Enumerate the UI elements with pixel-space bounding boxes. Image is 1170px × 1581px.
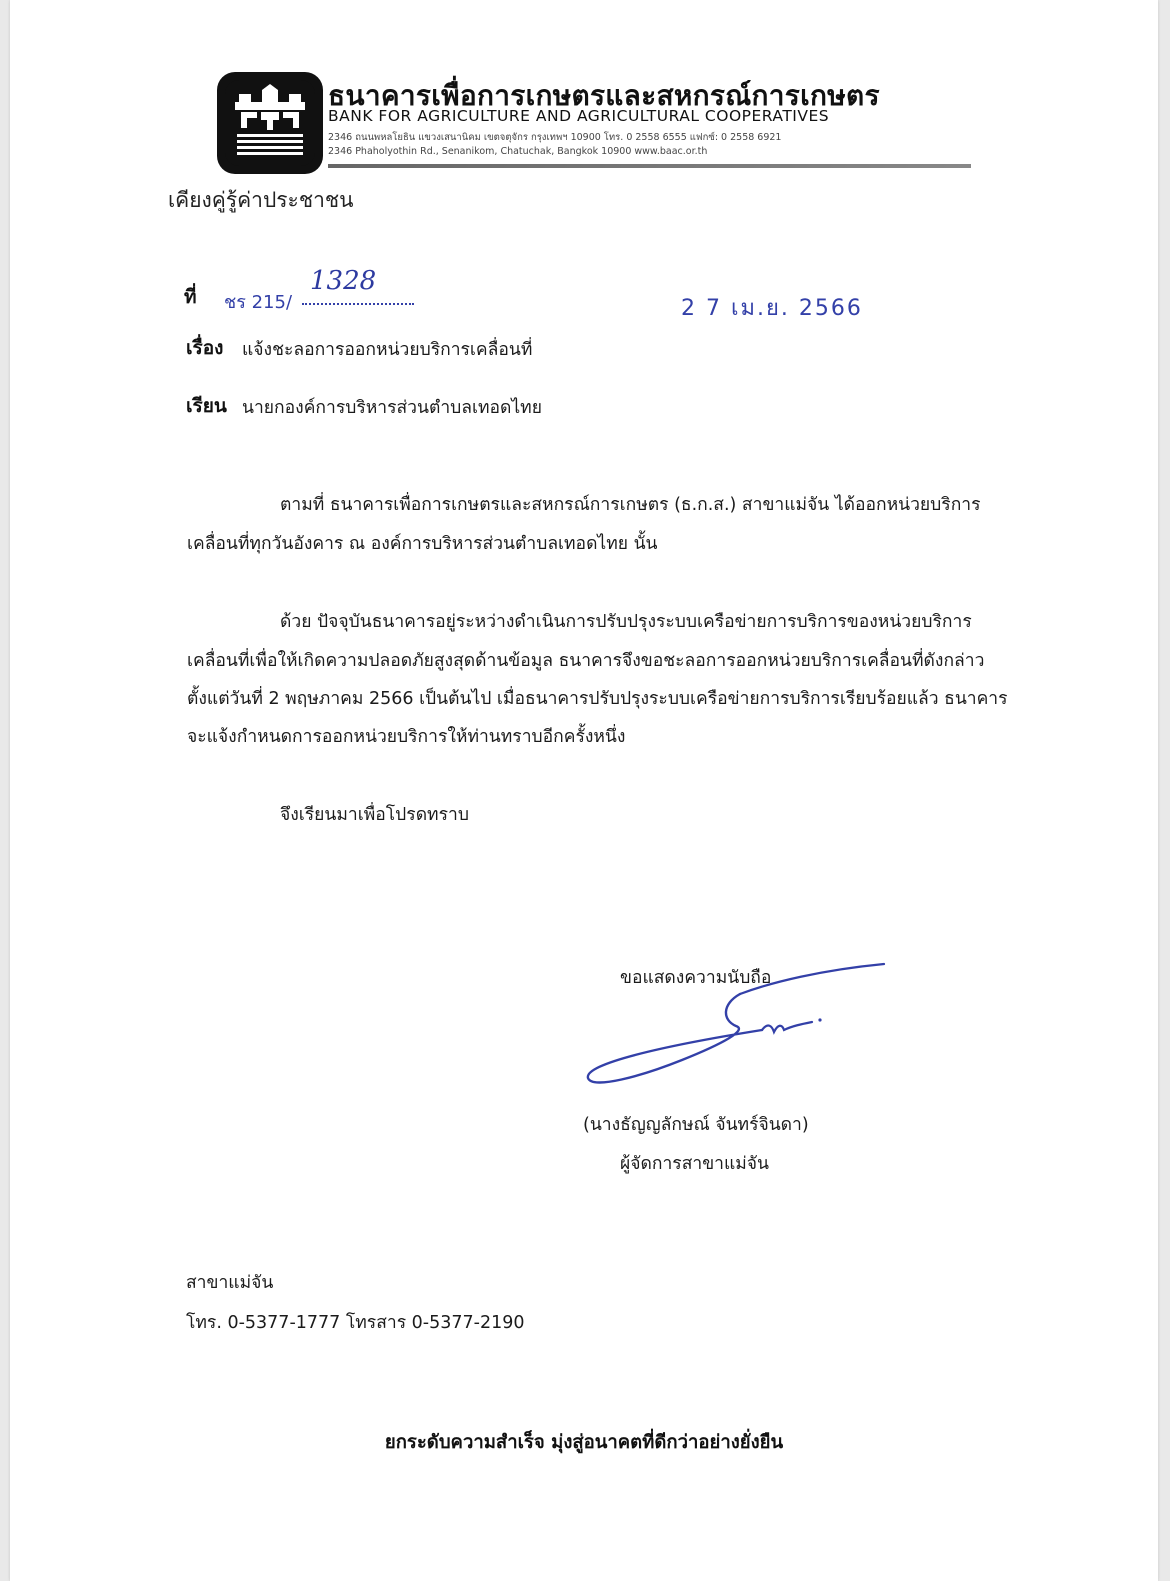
letterhead-divider [328, 164, 971, 168]
signer-name: (นางธัญญลักษณ์ จันทร์จินดา) [583, 1115, 809, 1135]
signer-position: ผู้จัดการสาขาแม่จัน [620, 1154, 770, 1174]
paragraph-2-line-2: เคลื่อนที่เพื่อให้เกิดความปลอดภัยสูงสุดด้านข้อมูล ธนาคารจึงขอชะลอการออกหน่วยบริการเคลื่อนที่ดังกล่าว [187, 651, 985, 671]
bank-address-thai: 2346 ถนนพหลโยธิน แขวงเสนานิคม เขตจตุจักร กรุงเทพฯ 10900 โทร. 0 2558 6555 แฟกซ์: 0 2558 6921 [328, 132, 782, 143]
bank-name-thai: ธนาคารเพื่อการเกษตรและสหกรณ์การเกษตร [328, 79, 880, 112]
respect-closing: ขอแสดงความนับถือ [620, 968, 772, 988]
recipient-text: นายกองค์การบริหารส่วนตำบลเทอดไทย [242, 398, 542, 418]
baac-logo-icon [217, 72, 323, 174]
footer-motto: ยกระดับความสำเร็จ มุ่งสู่อนาคตที่ดีกว่าอย่างยั่งยืน [384, 1432, 784, 1453]
contact-branch: สาขาแม่จัน [186, 1273, 274, 1293]
recipient-label: เรียน [186, 395, 227, 417]
closing-request: จึงเรียนมาเพื่อโปรดทราบ [280, 805, 469, 825]
paragraph-2-line-4: จะแจ้งกำหนดการออกหน่วยบริการให้ท่านทราบอีกครั้งหนึ่ง [187, 727, 626, 747]
paragraph-2-line-3: ตั้งแต่วันที่ 2 พฤษภาคม 2566 เป็นต้นไป เมื่อธนาคารปรับปรุงระบบเครือข่ายการบริการเรียบร้อยแล้ว ธนาคาร [187, 689, 1008, 709]
reference-number-dotted-line [302, 303, 414, 305]
subject-label: เรื่อง [186, 337, 224, 359]
paragraph-1-line-2: เคลื่อนที่ทุกวันอังคาร ณ องค์การบริหารส่วนตำบลเทอดไทย นั้น [187, 534, 658, 554]
contact-phone-fax: โทร. 0-5377-1777 โทรสาร 0-5377-2190 [186, 1313, 525, 1333]
bank-name-english: BANK FOR AGRICULTURE AND AGRICULTURAL COOPERATIVES [328, 107, 830, 125]
letter-date-stamp: 2 7 เม.ย. 2566 [681, 296, 863, 321]
reference-number-prefix: ชร 215/ [224, 292, 293, 313]
handwritten-signature [572, 960, 902, 1100]
bank-address-english: 2346 Phaholyothin Rd., Senanikom, Chatuchak, Bangkok 10900 www.baac.or.th [328, 146, 708, 157]
bank-slogan: เคียงคู่รู้ค่าประชาชน [168, 188, 354, 212]
reference-number-handwritten: 1328 [310, 266, 377, 296]
reference-number-label: ที่ [184, 286, 197, 308]
letter-page [10, 0, 1158, 1581]
subject-text: แจ้งชะลอการออกหน่วยบริการเคลื่อนที่ [242, 340, 533, 360]
paragraph-1-line-1: ตามที่ ธนาคารเพื่อการเกษตรและสหกรณ์การเกษตร (ธ.ก.ส.) สาขาแม่จัน ได้ออกหน่วยบริการ [280, 495, 981, 515]
baac-logo [217, 72, 323, 174]
paragraph-2-line-1: ด้วย ปัจจุบันธนาคารอยู่ระหว่างดำเนินการปรับปรุงระบบเครือข่ายการบริการของหน่วยบริการ [280, 612, 972, 632]
